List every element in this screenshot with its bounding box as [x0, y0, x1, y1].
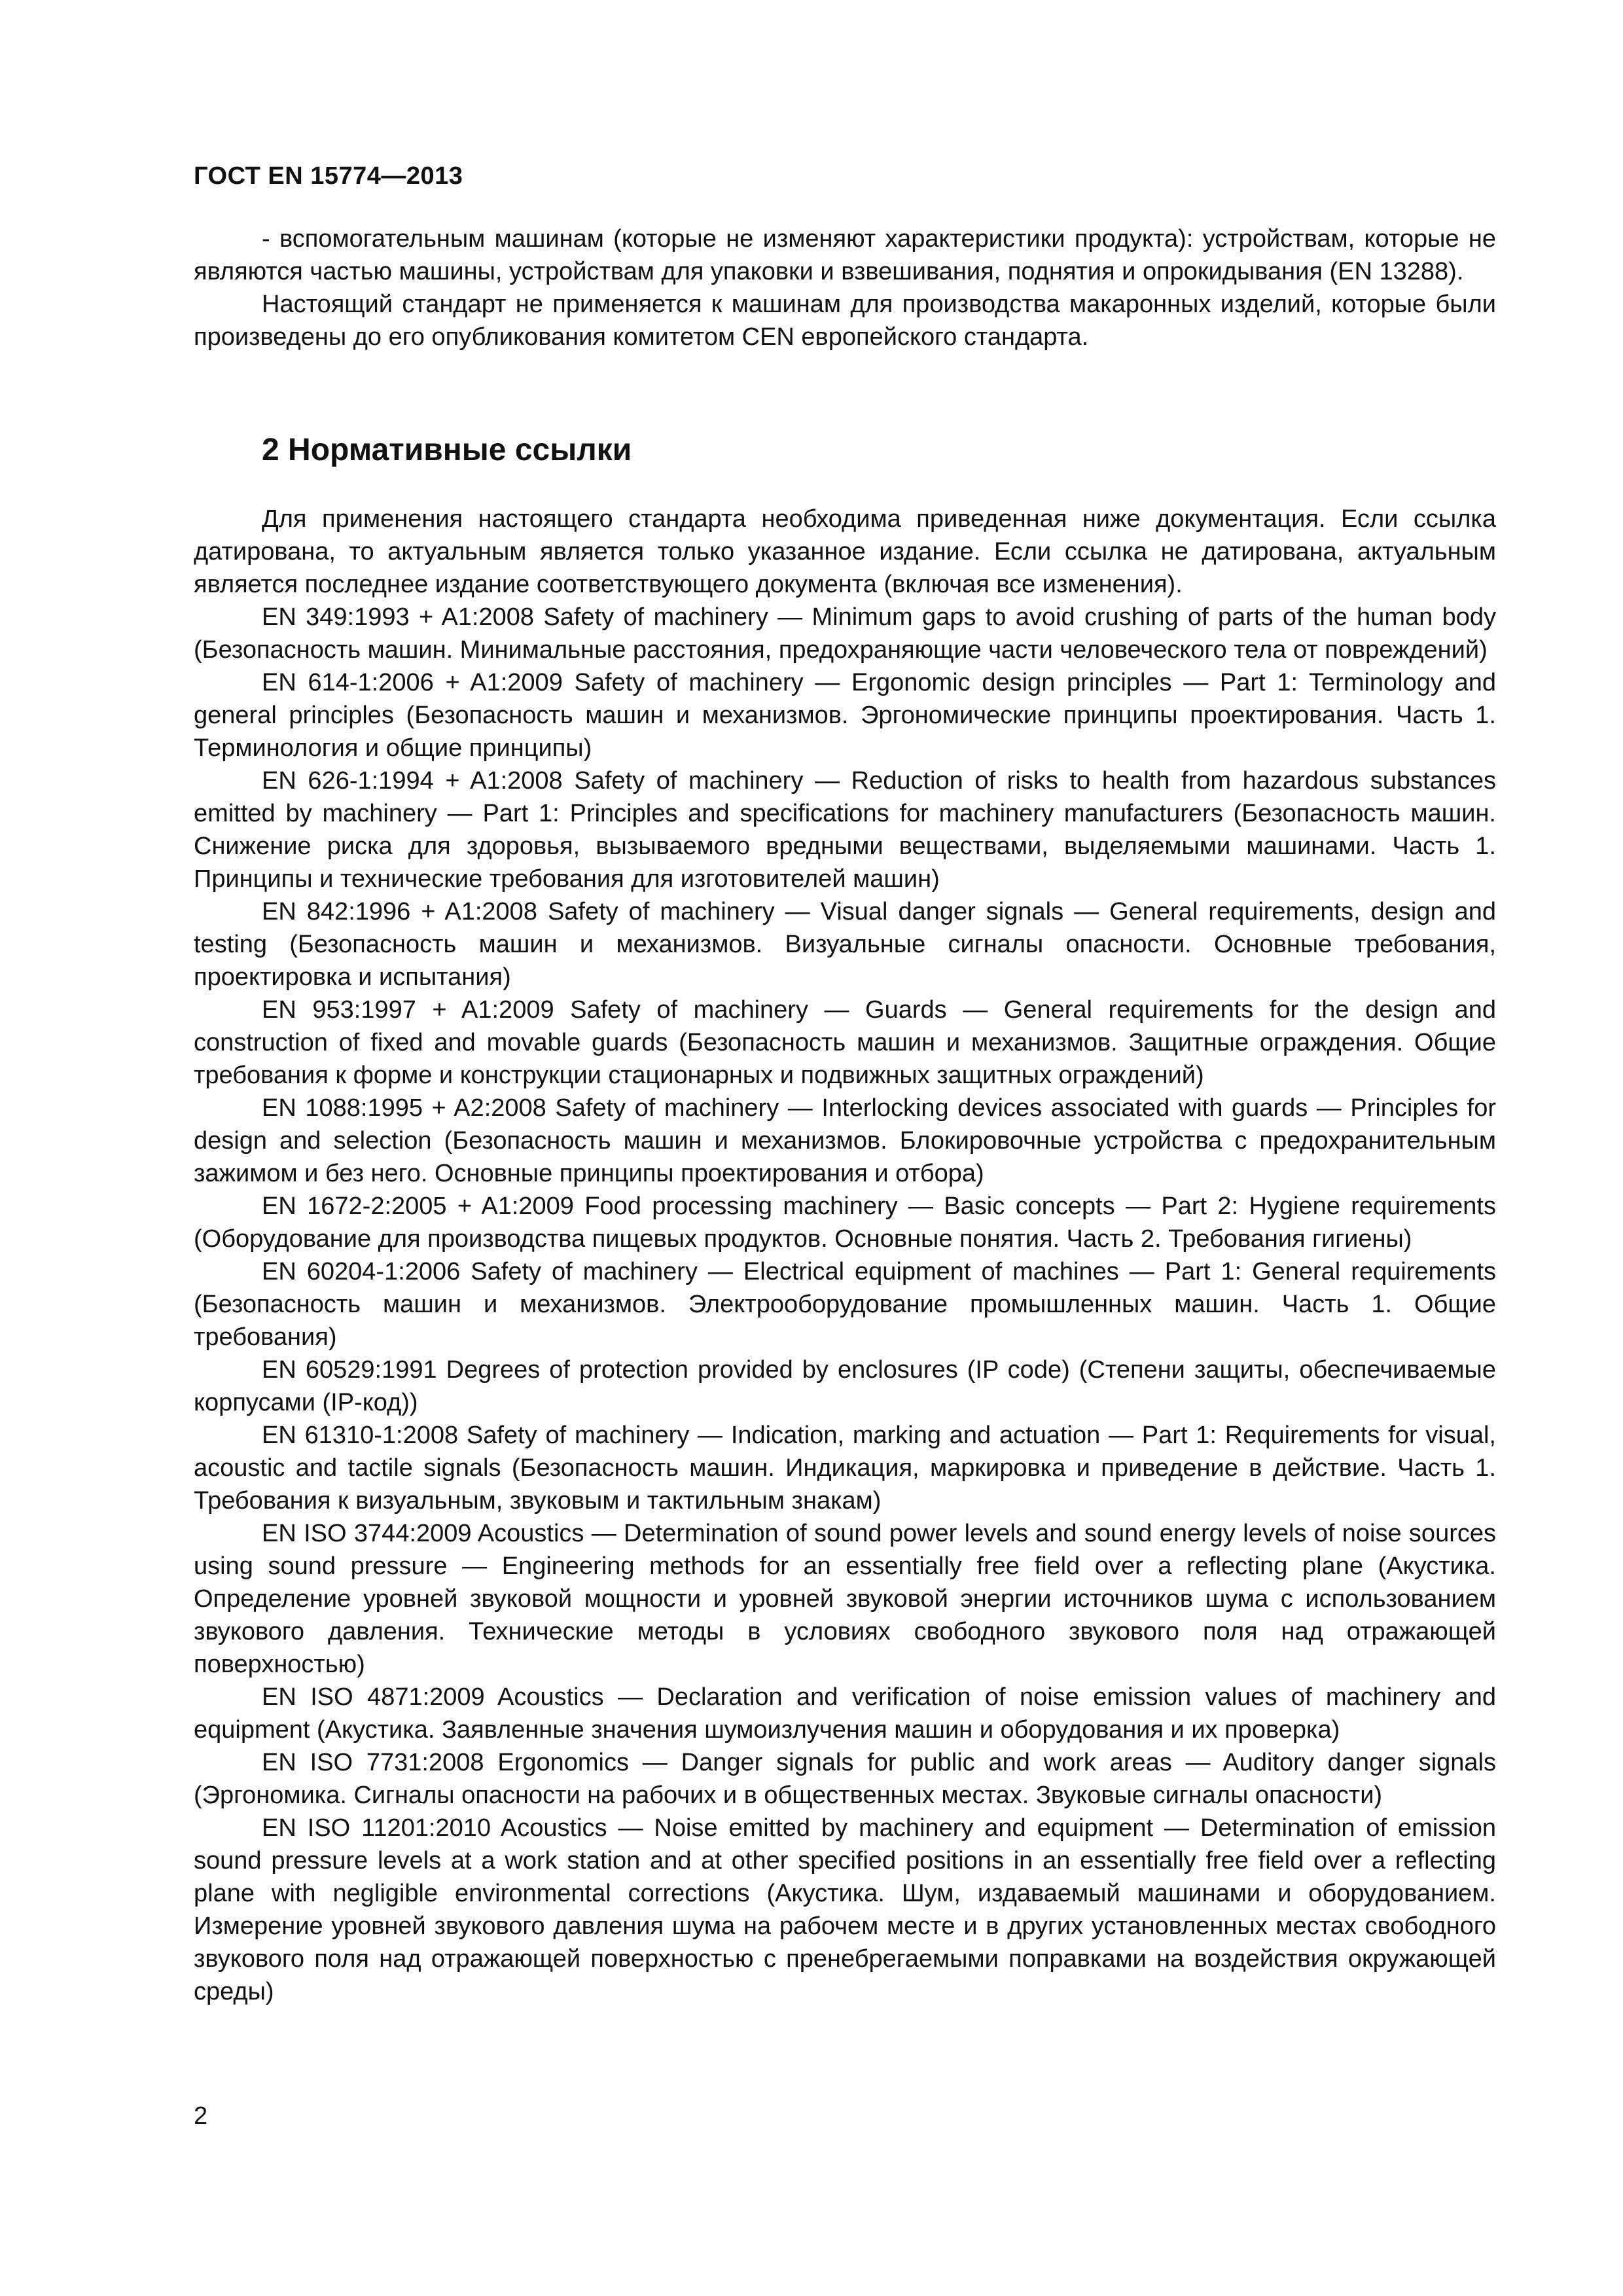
reference-item: EN 842:1996 + A1:2008 Safety of machinery — Visual danger signals — General requirements, design and testing (Безопасность машин и механизмов. Визуальные сигналы опасности. Основные требования, проектировка и испытания) — [194, 898, 1496, 991]
reference-item: EN 1672-2:2005 + A1:2009 Food processing machinery — Basic concepts — Part 2: Hygiene requirements (Оборудование для производства пищевых продуктов. Основные понятия. Часть 2. Требования гигиены) — [194, 1193, 1496, 1253]
reference-item: EN ISO 3744:2009 Acoustics — Determination of sound power levels and sound energy levels of noise sources using sound pressure — Engineering methods for an essentially free field over a reflecting plane (Акустика. Определение уровней звуковой мощности и уровней звуковой энергии источников шума с использованием звукового давления. Технические методы в условиях свободного звукового поля над отражающей поверхностью) — [194, 1520, 1496, 1678]
paragraph: - вспомогательным машинам (которые не изменяют характеристики продукта): устройствам, которые не являются частью машины, устройствам для упаковки и взвешивания, поднятия и опрокидывания (EN 13288). — [194, 225, 1496, 285]
reference-item: EN 626-1:1994 + A1:2008 Safety of machinery — Reduction of risks to health from hazardous substances emitted by machinery — Part 1: Principles and specifications for machinery manufacturers (Безопасность машин. Снижение риска для здоровья, вызываемого вредными веществами, выделяемыми машинами. Часть 1. Принципы и технические требования для изготовителей машин) — [194, 767, 1496, 893]
reference-item: EN 349:1993 + A1:2008 Safety of machinery — Minimum gaps to avoid crushing of parts of the human body (Безопасность машин. Минимальные расстояния, предохраняющие части человеческого тела от повреждений) — [194, 603, 1496, 664]
paragraph: Для применения настоящего стандарта необходима приведенная ниже документация. Если ссылка датирована, то актуальным является только указанное издание. Если ссылка не датирована, актуальным является последнее издание соответствующего документа (включая все изменения). — [194, 505, 1496, 598]
reference-item: EN 60204-1:2006 Safety of machinery — Electrical equipment of machines — Part 1: General requirements (Безопасность машин и механизмов. Электрооборудование промышленных машин. Часть 1. Общие требования) — [194, 1258, 1496, 1351]
reference-item: EN 614-1:2006 + A1:2009 Safety of machinery — Ergonomic design principles — Part 1: Terminology and general principles (Безопасность машин и механизмов. Эргономические принципы проектирования. Часть 1. Терминология и общие принципы) — [194, 669, 1496, 762]
reference-item: EN ISO 4871:2009 Acoustics — Declaration and verification of noise emission values of machinery and equipment (Акустика. Заявленные значения шумоизлучения машин и оборудования и их проверка) — [194, 1683, 1496, 1744]
section-heading: 2 Нормативные ссылки — [262, 433, 632, 467]
reference-item: EN 61310-1:2008 Safety of machinery — Indication, marking and actuation — Part 1: Requirements for visual, acoustic and tactile signals (Безопасность машин. Индикация, маркировка и приведение в действие. Часть 1. Требования к визуальным, звуковым и тактильным знакам) — [194, 1422, 1496, 1515]
paragraph: Настоящий стандарт не применяется к машинам для производства макаронных изделий, которые были произведены до его опубликования комитетом CEN европейского стандарта. — [194, 291, 1496, 351]
reference-item: EN ISO 7731:2008 Ergonomics — Danger signals for public and work areas — Auditory danger signals (Эргономика. Сигналы опасности на рабочих и в общественных местах. Звуковые сигналы опасности) — [194, 1749, 1496, 1809]
reference-item: EN 1088:1995 + A2:2008 Safety of machinery — Interlocking devices associated with guards — Principles for design and selection (Безопасность машин и механизмов. Блокировочные устройства с предохранительным зажимом и без него. Основные принципы проектирования и отбора) — [194, 1094, 1496, 1187]
reference-item: EN 953:1997 + A1:2009 Safety of machinery — Guards — General requirements for the design and construction of fixed and movable guards (Безопасность машин и механизмов. Защитные ограждения. Общие требования к форме и конструкции стационарных и подвижных защитных ограждений) — [194, 996, 1496, 1089]
section-body — [194, 503, 1496, 2008]
page-number: 2 — [194, 2102, 208, 2130]
intro-text — [194, 223, 1496, 353]
document-header: ГОСТ EN 15774—2013 — [194, 162, 463, 190]
reference-item: EN 60529:1991 Degrees of protection provided by enclosures (IP code) (Степени защиты, обеспечиваемые корпусами (IP-код)) — [194, 1356, 1496, 1416]
reference-item: EN ISO 11201:2010 Acoustics — Noise emitted by machinery and equipment — Determination of emission sound pressure levels at a work station and at other specified positions in an essentially free field over a reflecting plane with negligible environmental corrections (Акустика. Шум, издаваемый машинами и оборудованием. Измерение уровней звукового давления шума на рабочем месте и в других установленных местах свободного звукового поля над отражающей поверхностью с пренебрегаемыми поправками на воздействия окружающей среды) — [194, 1814, 1496, 2005]
